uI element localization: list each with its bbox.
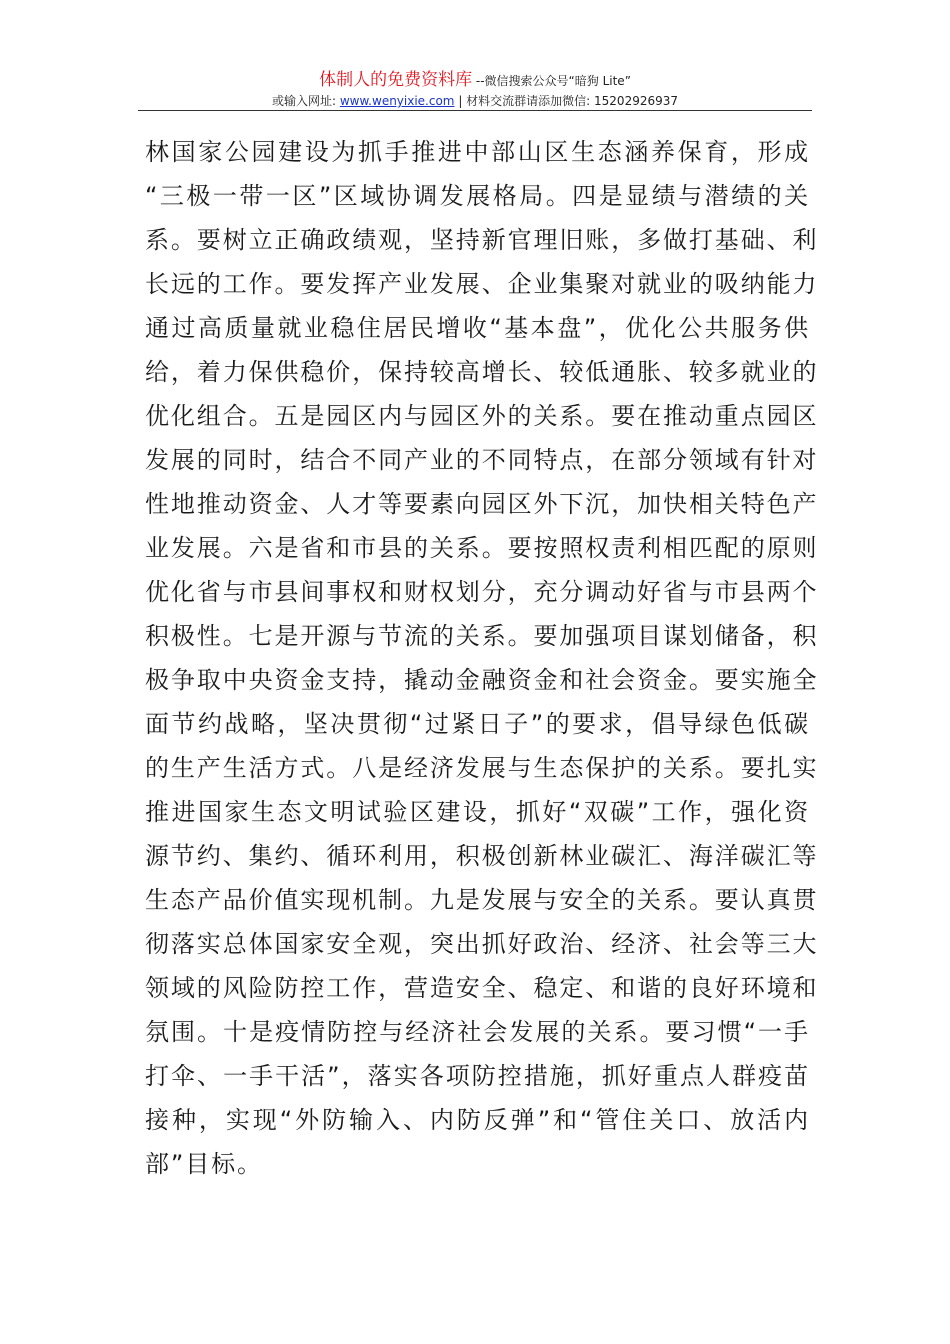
text-line: 积极性。七是开源与节流的关系。要加强项目谋划储备，积: [145, 622, 819, 650]
text-line: 打伞、一手干活”，落实各项防控措施，抓好重点人群疫苗: [145, 1062, 810, 1090]
page-header: [0, 70, 950, 109]
text-line: 面节约战略，坚决贯彻“过紧日子”的要求，倡导绿色低碳: [145, 710, 810, 738]
text-line: 彻落实总体国家安全观，突出抓好政治、经济、社会等三大: [145, 930, 819, 958]
text-line: 接种，实现“外防输入、内防反弹”和“管住关口、放活内: [145, 1106, 810, 1134]
website-link[interactable]: www.wenyixie.com: [339, 94, 455, 108]
document-body: [145, 130, 819, 1186]
text-line: 长远的工作。要发挥产业发展、企业集聚对就业的吸纳能力: [145, 270, 819, 298]
text-line: “三极一带一区”区域协调发展格局。四是显绩与潜绩的关: [145, 182, 810, 210]
text-line: 性地推动资金、人才等要素向园区外下沉，加快相关特色产: [145, 490, 819, 518]
text-line: 推进国家生态文明试验区建设，抓好“双碳”工作，强化资: [145, 798, 810, 826]
text-line: 源节约、集约、循环利用，积极创新林业碳汇、海洋碳汇等: [145, 842, 819, 870]
header-title: 体制人的免费资料库: [319, 70, 473, 90]
text-line: 业发展。六是省和市县的关系。要按照权责利相匹配的原则: [145, 534, 819, 562]
text-line: 优化省与市县间事权和财权划分，充分调动好省与市县两个: [145, 578, 819, 606]
text-line: 领域的风险防控工作，营造安全、稳定、和谐的良好环境和: [145, 974, 819, 1002]
header-divider: [138, 110, 812, 111]
contact-info: | 材料交流群请添加微信: 15202926937: [454, 94, 679, 108]
text-line: 系。要树立正确政绩观，坚持新官理旧账，多做打基础、利: [145, 226, 819, 254]
header-subtitle: --微信搜索公众号“暗狗 Lite”: [472, 74, 631, 88]
url-prefix: 或输入网址:: [271, 94, 340, 108]
text-line: 优化组合。五是园区内与园区外的关系。要在推动重点园区: [145, 402, 819, 430]
text-line: 发展的同时，结合不同产业的不同特点，在部分领域有针对: [145, 446, 819, 474]
text-line: 的生产生活方式。八是经济发展与生态保护的关系。要扎实: [145, 754, 819, 782]
text-line: 部”目标。: [145, 1150, 263, 1178]
text-line: 极争取中央资金支持，撬动金融资金和社会资金。要实施全: [145, 666, 819, 694]
header-info: [0, 93, 950, 109]
text-line: 林国家公园建设为抓手推进中部山区生态涵养保育，形成: [145, 138, 810, 166]
text-line: 给，着力保供稳价，保持较高增长、较低通胀、较多就业的: [145, 358, 819, 386]
text-line: 通过高质量就业稳住居民增收“基本盘”，优化公共服务供: [145, 314, 810, 342]
text-line: 氛围。十是疫情防控与经济社会发展的关系。要习惯“一手: [145, 1018, 810, 1046]
text-line: 生态产品价值实现机制。九是发展与安全的关系。要认真贯: [145, 886, 819, 914]
header-banner: [0, 70, 950, 91]
